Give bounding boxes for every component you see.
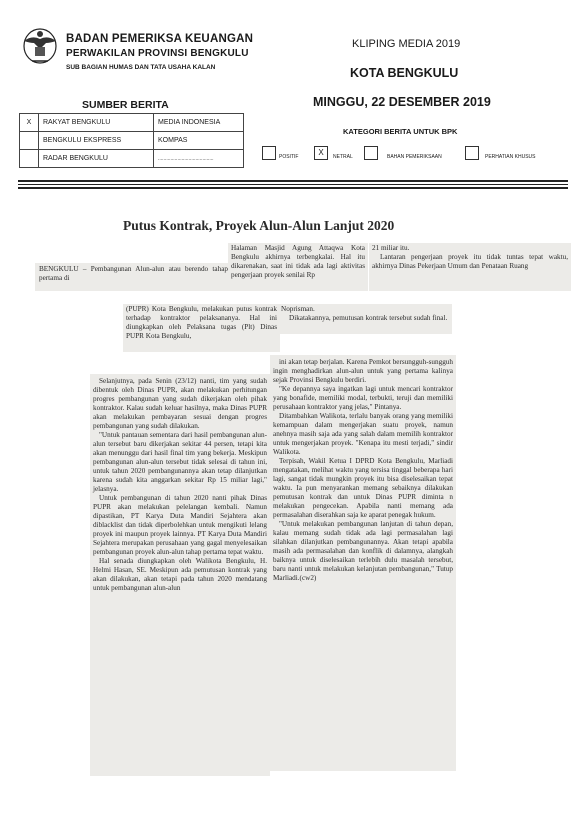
article-paragraph: Lantaran pengerjaan proyek itu tidak tuntas tepat waktu, akhirnya Dinas Pekerjaan Umum dan Penataan Ruang	[372, 253, 568, 270]
article-paragraph: Terpisah, Wakil Ketua I DPRD Kota Bengkulu, Marliadi mengatakan, melihat waktu yang tersisa tinggal beberapa hari lagi, sangat tidak mungkin proyek itu bisa diselesaikan tepat waktu. Ia pun menyarankan memang sebaiknya dilakukan pemutusan kontrak dan untuk Dinas PUPR diminta n melakukan pengecekan. Apabila nanti memang ada permasalahan diserahkan saja ke aparat penegak hukum.	[273, 457, 453, 519]
category-label: PERHATIAN KHUSUS	[485, 154, 536, 160]
article-paragraph: "Ke depannya saya ingatkan lagi untuk mencari kontraktor yang bonafide, memiliki modal, terbukti, teruji dan memiliki perusahaan kontraktor yang jelas," Pintanya.	[273, 385, 453, 411]
org-branch: PERWAKILAN PROVINSI BENGKULU	[66, 48, 249, 59]
category-checkbox-positif[interactable]	[262, 146, 276, 160]
article-paragraph: "Untuk melakukan pembangunan lanjutan di tahun depan, kalau memang sudah tidak ada lagi permasalahan lagi silahkan dilanjutkan pembangunannya. Akan tetapi apabila masih ada permasalahan dan konflik di dalamnya, alangkah baiknya untuk diselesaikan terlebih dulu masalah tersebut, baru nanti untuk melakukan kelanjutan pembangunan," Tutup Marliadi.(cw2)	[273, 520, 453, 582]
source-table	[19, 113, 244, 168]
article-clip-col	[369, 243, 571, 291]
article-paragraph: "Untuk pantauan sementara dari hasil pembangunan alun-alun tersebut baru dikerjakan sekitar 44 persen, tetapi kita akan menunggu dari hasil final tim yang bekerja. Meskipun pembangunan alun-alun tersebut tidak selesai di tahun ini, untuk tahun 2020 pembangunannya akan tetap dilanjutkan karena sudah kita anggarkan sekitar Rp 15 miliar lagi," jelasnya.	[93, 431, 267, 493]
source-mark[interactable]	[20, 132, 39, 150]
org-unit: SUB BAGIAN HUMAS DAN TATA USAHA KALAN	[66, 64, 216, 71]
article-paragraph: BENGKULU – Pembangunan Alun-alun atau berendo tahap pertama di	[39, 265, 228, 282]
article-column-2	[270, 355, 456, 771]
category-checkbox-perhatian[interactable]	[465, 146, 479, 160]
source-cell: ........................................	[154, 150, 244, 168]
article-paragraph: (PUPR) Kota Bengkulu, melakukan putus kontrak terhadap kontraktor pelaksananya. Hal ini diungkapkan oleh Pelaksana tugas (Plt) Dinas PUPR Kota Bengkulu,	[126, 305, 277, 340]
source-mark[interactable]	[20, 150, 39, 168]
source-cell: BENGKULU EKSPRESS	[39, 132, 154, 150]
source-cell: RADAR BENGKULU	[39, 150, 154, 168]
article-paragraph: 21 miliar itu.	[372, 244, 410, 252]
category-title: KATEGORI BERITA UNTUK BPK	[343, 127, 458, 136]
article-paragraph: Halaman Masjid Agung Attaqwa Kota Bengkulu akhirnya terbengkalai. Hal itu dikarenakan, saat ini tidak ada lagi aktivitas pengerjaan proyek senilai Rp	[231, 244, 365, 279]
source-cell: KOMPAS	[154, 132, 244, 150]
article-clip-lead	[35, 263, 232, 291]
date-title: MINGGU, 22 DESEMBER 2019	[313, 95, 491, 109]
article-clip-col	[278, 304, 452, 334]
article-paragraph: ini akan tetap berjalan. Karena Pemkot bersungguh-sungguh ingin menghadirkan alun-alun untuk yang pertama kalinya sejak Provinsi Bengkulu berdiri.	[273, 358, 453, 384]
header-divider	[18, 184, 568, 185]
source-mark[interactable]: X	[20, 114, 39, 132]
article-clip-col	[228, 243, 368, 291]
article-column-1	[90, 374, 270, 776]
article-paragraph: Hal senada diungkapkan oleh Walikota Bengkulu, H. Helmi Hasan, SE. Meskipun ada pemutusan kontrak yang akan dilakukan, akan tetapi pada tahun 2020 mendatang untuk pembangunan alun-alun	[93, 557, 267, 592]
header-divider	[18, 180, 568, 182]
article-clip-col	[123, 304, 280, 352]
article-paragraph: Noprisman.	[281, 305, 315, 313]
table-row	[20, 150, 244, 168]
category-checkbox-bahan[interactable]	[364, 146, 378, 160]
source-cell: RAKYAT BENGKULU	[39, 114, 154, 132]
clipping-label: KLIPING MEDIA 2019	[352, 38, 461, 50]
header-divider	[18, 187, 568, 189]
category-label: NETRAL	[333, 154, 353, 160]
region-title: KOTA BENGKULU	[350, 66, 459, 80]
article-headline: Putus Kontrak, Proyek Alun-Alun Lanjut 2020	[123, 218, 395, 233]
source-title: SUMBER BERITA	[82, 99, 169, 111]
bpk-logo	[18, 25, 62, 67]
org-name: BADAN PEMERIKSA KEUANGAN	[66, 33, 254, 45]
source-cell: MEDIA INDONESIA	[154, 114, 244, 132]
table-row	[20, 114, 244, 132]
article-paragraph: Untuk pembangunan di tahun 2020 nanti pihak Dinas PUPR akan melakukan pelelangan kembali. Namun dipastikan, PT Karya Duta Mandiri Sejahtera akan diblacklist dan tidak diperbolehkan untuk mengikuti lelang proyek ini maupun proyek lainnya. PT Karya Duta Mandiri Sejahtera merupakan perusahaan yang gagal menyelesaikan pembangunan proyek alun-alun tahap pertama tepat waktu.	[93, 494, 267, 556]
category-label: POSITIF	[279, 154, 299, 160]
category-label: BAHAN PEMERIKSAAN	[387, 154, 442, 160]
category-checkbox-netral[interactable]: X	[314, 146, 328, 160]
table-row	[20, 132, 244, 150]
article-paragraph: Ditambahkan Walikota, terlalu banyak orang yang memiliki kemampuan dalam mengerjakan suatu proyek, namun anehnya masih saja ada yang salah dalam memilih kontraktor untuk mengerjakan proyek. "Kenapa itu mesti terjadi," sindir Walikota.	[273, 412, 453, 456]
article-paragraph: Selanjutnya, pada Senin (23/12) nanti, tim yang sudah dibentuk oleh Dinas PUPR, akan melakukan perhitungan progres pembangunan yang sudah dikerjakan oleh pihak kontraktor. Kalau sudah keluar hasilnya, maka Dinas PUPR akan melakukan pembayaran sesuai dengan progres pembangunan yang sudah dilakukan.	[93, 377, 267, 430]
garuda-emblem-icon	[18, 25, 62, 67]
article-paragraph: Dikatakannya, pemutusan kontrak tersebut sudah final.	[289, 314, 448, 322]
